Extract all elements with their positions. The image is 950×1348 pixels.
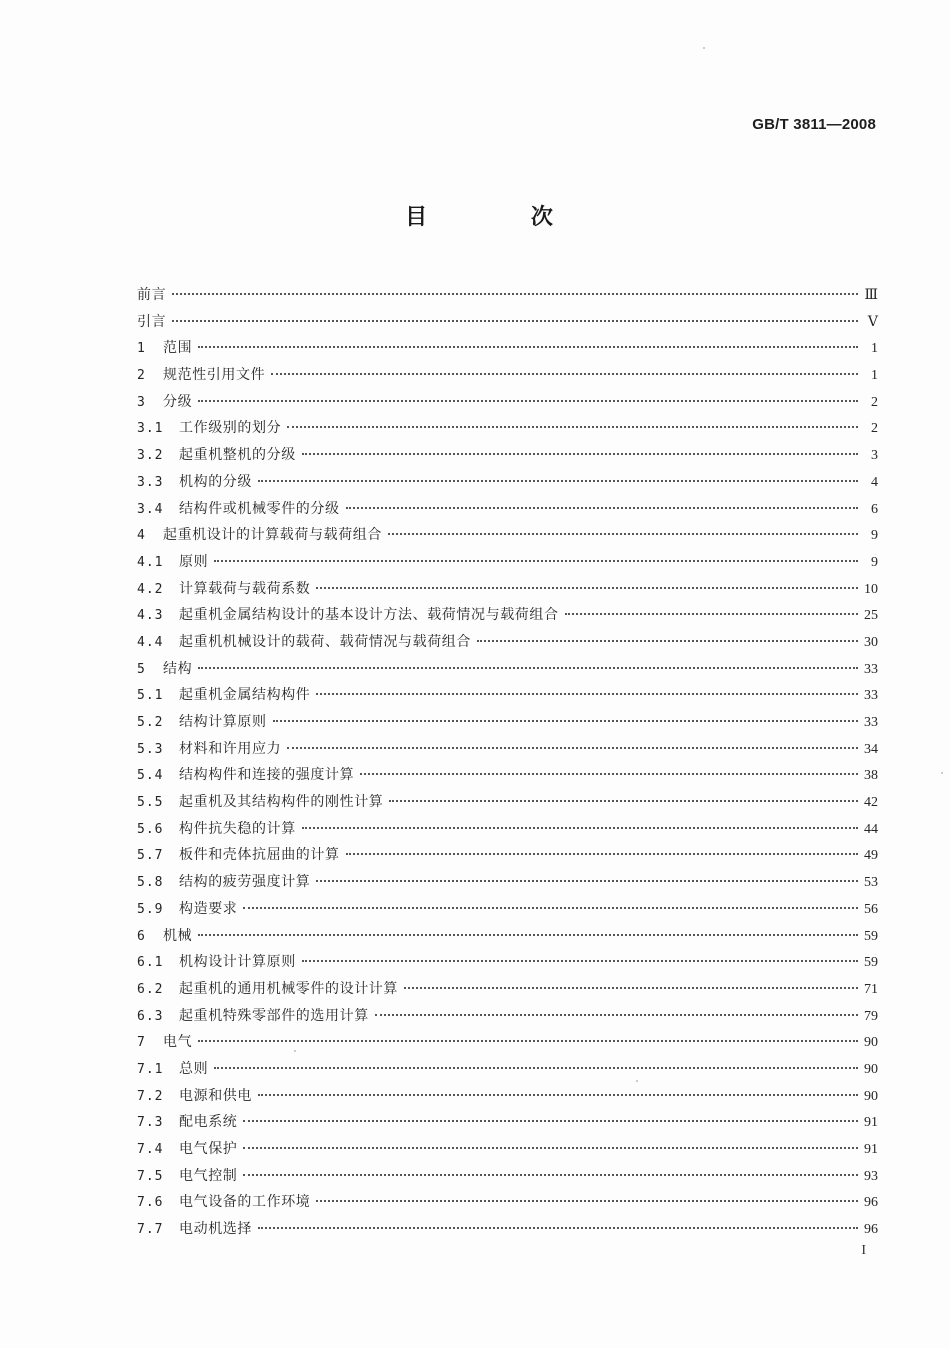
toc-entry-page: 6 [871,501,878,517]
toc-entry[interactable] [137,1083,878,1110]
toc-entry-number: 3.1 [137,421,164,437]
toc-entry-label: 起重机整机的分级 [179,447,296,464]
toc-entry[interactable] [137,335,878,362]
toc-entry-label: 计算载荷与载荷系数 [179,580,311,597]
toc-dot-leader [198,934,858,936]
toc-entry-label: 结构件或机械零件的分级 [179,500,340,517]
toc-entry-label: 结构 [163,660,193,677]
toc-entry[interactable] [137,576,878,603]
toc-entry[interactable] [137,362,878,389]
toc-entry-number: 6.2 [137,981,164,997]
toc-entry-label: 前言 [137,287,167,303]
toc-entry-number: 7.1 [137,1061,164,1077]
toc-entry-label: 分级 [163,393,193,410]
toc-entry[interactable] [137,629,878,656]
toc-dot-leader [258,1094,858,1096]
toc-entry[interactable] [137,496,878,523]
toc-dot-leader [302,827,858,829]
toc-entry[interactable] [137,522,878,549]
toc-entry[interactable] [137,1109,878,1136]
toc-entry-number: 4 [137,528,146,544]
toc-entry[interactable] [137,549,878,576]
toc-dot-leader [346,507,858,509]
toc-dot-leader [302,960,858,962]
toc-dot-leader [273,720,858,722]
toc-entry-label: 原则 [179,553,209,570]
toc-entry-label: 起重机的通用机械零件的设计计算 [179,980,398,997]
toc-entry-number: 6.1 [137,955,164,971]
toc-dot-leader [198,1040,858,1042]
toc-entry[interactable] [137,602,878,629]
toc-entry-page: 2 [871,394,878,410]
toc-entry[interactable] [137,976,878,1003]
toc-entry-number: 7 [137,1035,146,1051]
toc-entry-label: 工作级别的划分 [179,420,282,437]
toc-entry-page: 33 [864,715,878,730]
toc-entry-number: 5.1 [137,688,164,704]
toc-entry[interactable] [137,896,878,923]
toc-dot-leader [243,1174,858,1176]
toc-entry[interactable] [137,923,878,950]
toc-entry-number: 6.3 [137,1008,164,1024]
page-number: I [861,1243,866,1258]
toc-dot-leader [389,800,858,802]
toc-dot-leader [243,907,858,909]
toc-entry-label: 电气保护 [179,1141,238,1157]
toc-entry-page: 3 [871,448,878,464]
toc-entry-number: 3 [137,394,146,410]
toc-dot-leader [198,667,858,669]
toc-entry-label: 电源和供电 [179,1087,252,1104]
toc-entry[interactable] [137,682,878,709]
toc-entry[interactable] [137,869,878,896]
toc-dot-leader [243,1120,858,1122]
toc-dot-leader [477,640,858,642]
toc-entry-page: 79 [864,1008,878,1024]
toc-entry-label: 电气设备的工作环境 [179,1194,311,1211]
toc-entry[interactable] [137,1003,878,1030]
toc-entry-number: 3.4 [137,501,164,517]
toc-entry-label: 总则 [179,1060,209,1077]
toc-dot-leader [258,1227,858,1229]
toc-entry[interactable] [137,415,878,442]
toc-entry[interactable] [137,1029,878,1056]
toc-entry-number: 7.4 [137,1142,164,1157]
toc-entry-number: 5.3 [137,741,164,757]
toc-entry-label: 起重机金属结构设计的基本设计方法、载荷情况与载荷组合 [179,607,559,624]
toc-entry-page: 33 [864,661,878,677]
toc-dot-leader [172,320,858,322]
toc-entry-label: 机构设计计算原则 [179,954,296,971]
page-title: 目 次 [405,205,601,230]
toc-entry[interactable] [137,1216,878,1243]
toc-entry-page: 34 [864,741,878,757]
toc-entry-label: 电气控制 [179,1167,238,1184]
scan-speck [703,47,705,49]
toc-entry-label: 结构构件和连接的强度计算 [179,767,355,784]
toc-entry-number: 4.3 [137,608,164,624]
toc-entry[interactable] [137,1056,878,1083]
toc-dot-leader [316,880,858,882]
toc-entry-page: 71 [864,981,878,997]
toc-entry[interactable] [137,389,878,416]
toc-entry-label: 电动机选择 [179,1221,252,1238]
toc-dot-leader [198,346,858,348]
toc-entry-label: 构件抗失稳的计算 [179,820,296,837]
toc-dot-leader [198,400,858,402]
toc-entry[interactable] [137,789,878,816]
toc-dot-leader [346,853,858,855]
toc-entry-number: 5.4 [137,768,164,784]
toc-entry-label: 机械 [163,927,193,944]
toc-entry-page: 59 [864,955,878,971]
toc-dot-leader [316,693,858,695]
toc-entry-label: 结构计算原则 [179,714,267,730]
toc-entry-number: 6 [137,928,146,944]
toc-entry-page: 1 [871,368,878,384]
toc-dot-leader [243,1147,858,1149]
toc-entry-label: 构造要求 [179,900,238,917]
toc-entry-label: 起重机特殊零部件的选用计算 [179,1007,369,1024]
toc-entry-page: 4 [871,474,878,490]
toc-entry-page: 96 [864,1222,878,1238]
toc-entry-label: 引言 [137,313,167,330]
toc-dot-leader [316,587,858,589]
toc-dot-leader [271,373,858,375]
toc-entry-label: 起重机机械设计的载荷、载荷情况与载荷组合 [179,633,471,650]
toc-dot-leader [172,293,858,295]
table-of-contents [137,282,878,1243]
toc-entry-page: 96 [864,1195,878,1211]
toc-entry-number: 3.3 [137,474,164,490]
toc-entry-number: 5.9 [137,901,164,917]
toc-entry[interactable] [137,762,878,789]
toc-entry-number: 5.2 [137,715,164,730]
toc-entry[interactable] [137,709,878,736]
toc-entry-number: 5 [137,661,146,677]
toc-entry-page: 53 [864,875,878,891]
toc-entry-page: 44 [864,821,878,837]
toc-entry-label: 配电系统 [179,1114,238,1131]
toc-entry-label: 板件和壳体抗屈曲的计算 [179,847,340,864]
toc-dot-leader [404,987,858,989]
toc-dot-leader [360,773,858,775]
toc-entry-number: 7.5 [137,1168,164,1184]
toc-entry-page: 25 [864,608,878,624]
toc-entry[interactable] [137,1163,878,1190]
toc-entry-number: 5.7 [137,848,164,864]
toc-entry-number: 5.5 [137,795,164,811]
toc-entry-number: 7.7 [137,1222,164,1238]
toc-entry-page: Ⅴ [867,314,878,330]
toc-dot-leader [565,613,858,615]
toc-entry[interactable] [137,736,878,763]
toc-entry-page: 9 [871,528,878,544]
toc-entry-page: 90 [864,1035,878,1051]
toc-entry[interactable] [137,949,878,976]
toc-entry-label: 起重机设计的计算载荷与载荷组合 [163,527,382,544]
toc-entry[interactable] [137,469,878,496]
toc-entry-number: 1 [137,341,146,357]
toc-dot-leader [316,1200,858,1202]
toc-entry-page: 91 [864,1115,878,1131]
toc-entry-label: 规范性引用文件 [163,367,266,384]
toc-entry-number: 4.1 [137,554,164,570]
toc-entry[interactable] [137,1189,878,1216]
toc-entry-page: 90 [864,1061,878,1077]
toc-dot-leader [287,747,858,749]
toc-entry-label: 材料和许用应力 [179,740,282,757]
toc-entry[interactable] [137,282,878,309]
toc-entry[interactable] [137,842,878,869]
toc-entry-label: 范围 [163,340,193,357]
toc-entry-page: 33 [864,688,878,704]
toc-dot-leader [375,1014,858,1016]
toc-entry-page: 42 [864,795,878,811]
toc-entry-label: 起重机金属结构构件 [179,687,311,704]
toc-entry-number: 5.6 [137,821,164,837]
toc-entry-page: 90 [864,1088,878,1104]
toc-entry-page: 2 [871,421,878,437]
toc-entry-number: 4.4 [137,634,164,650]
standard-number: GB/T 3811—2008 [752,116,876,133]
toc-entry-number: 7.2 [137,1088,164,1104]
scan-speck [941,772,943,774]
toc-entry-label: 机构的分级 [179,473,252,490]
scan-speck [636,1080,638,1082]
toc-entry[interactable] [137,1136,878,1163]
toc-dot-leader [287,426,858,428]
toc-entry-page: 91 [864,1142,878,1157]
toc-entry-number: 7.6 [137,1195,164,1211]
toc-dot-leader [388,533,858,535]
toc-entry-page: 56 [864,901,878,917]
toc-entry-label: 电气 [163,1034,193,1051]
toc-entry-number: 3.2 [137,448,164,464]
toc-entry[interactable] [137,309,878,336]
toc-entry-number: 4.2 [137,581,164,597]
toc-entry-page: 30 [864,634,878,650]
toc-dot-leader [258,480,858,482]
toc-entry[interactable] [137,816,878,843]
toc-entry-label: 起重机及其结构构件的刚性计算 [179,794,384,811]
toc-dot-leader [214,560,858,562]
toc-entry-number: 5.8 [137,875,164,891]
toc-entry-number: 2 [137,368,146,384]
toc-dot-leader [302,453,858,455]
toc-entry-page: 10 [864,581,878,597]
toc-entry-page: Ⅲ [864,288,878,303]
toc-dot-leader [214,1067,858,1069]
toc-entry-page: 93 [864,1168,878,1184]
toc-entry[interactable] [137,656,878,683]
toc-entry-page: 49 [864,848,878,864]
toc-entry-page: 1 [871,341,878,357]
toc-entry-page: 59 [864,928,878,944]
toc-entry-number: 7.3 [137,1115,164,1131]
toc-entry-page: 9 [871,554,878,570]
scan-speck [294,1050,296,1052]
toc-entry-page: 38 [864,768,878,784]
toc-entry-label: 结构的疲劳强度计算 [179,874,311,891]
toc-entry[interactable] [137,442,878,469]
